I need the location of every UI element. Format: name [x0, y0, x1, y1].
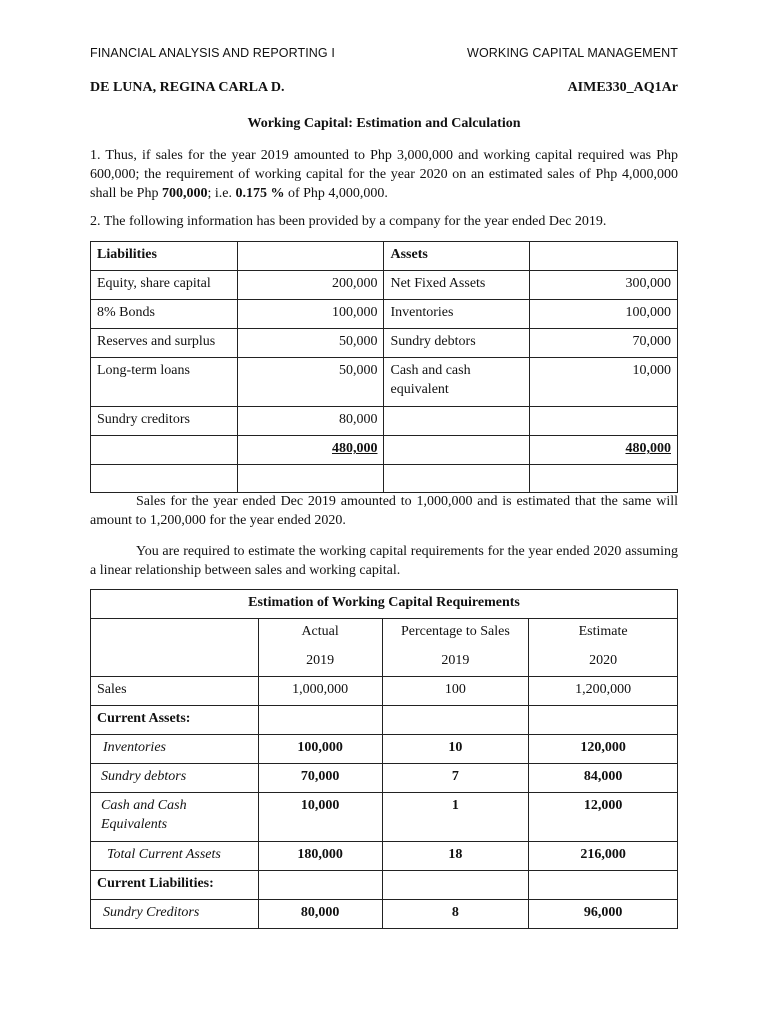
- header-topic: WORKING CAPITAL MANAGEMENT: [467, 46, 678, 60]
- table-row: Sundry Creditors 80,000 8 96,000: [91, 900, 678, 929]
- estimation-table: [90, 589, 678, 929]
- table-row: Inventories 100,000 10 120,000: [91, 735, 678, 764]
- table-row: 8% Bonds 100,000 Inventories 100,000: [91, 300, 678, 329]
- course-code: AIME330_AQ1Ar: [567, 80, 678, 95]
- document-title: Working Capital: Estimation and Calculation: [247, 116, 521, 131]
- table-row: Sundry debtors 70,000 7 84,000: [91, 764, 678, 793]
- table-row: Equity, share capital 200,000 Net Fixed Assets 300,000: [91, 271, 678, 300]
- table-row: Sales 1,000,000 100 1,200,000: [91, 677, 678, 706]
- liabilities-total: 480,000: [237, 436, 384, 465]
- question-1: 1. Thus, if sales for the year 2019 amounted to Php 3,000,000 and working capital required was Php 600,000; the requirement of working capital for the year 2020 on an estimated sales of Php 4,000,000 shall be Php 700,000; i.e. 0.175 % of Php 4,000,000.: [90, 148, 678, 201]
- balance-sheet-table: [90, 241, 678, 493]
- estimation-title: Estimation of Working Capital Requirements: [91, 590, 678, 619]
- paragraph-requirement: You are required to estimate the working capital requirements for the year ended 2020 assuming a linear relationship between sales and working capital.: [90, 544, 678, 578]
- table-row: Total Current Assets 180,000 18 216,000: [91, 842, 678, 871]
- question-2-intro: 2. The following information has been provided by a company for the year ended Dec 2019.: [90, 214, 607, 229]
- liabilities-header: Liabilities: [91, 242, 238, 271]
- section-row: Current Assets:: [91, 706, 678, 735]
- column-headers: Actual 2019 Percentage to Sales 2019 Estimate 2020: [91, 619, 678, 677]
- answer-amount: 700,000: [161, 186, 208, 201]
- student-name: DE LUNA, REGINA CARLA D.: [90, 80, 285, 95]
- totals-row: [91, 436, 678, 465]
- section-row: Current Liabilities:: [91, 871, 678, 900]
- assets-header: Assets: [384, 242, 530, 271]
- answer-percentage: 0.175 %: [235, 186, 285, 201]
- table-row: Cash and Cash Equivalents 10,000 1 12,000: [91, 793, 678, 842]
- table-row: Long-term loans 50,000 Cash and cash equivalent 10,000: [91, 358, 678, 407]
- table-row: Sundry creditors 80,000: [91, 407, 678, 436]
- assets-total: 480,000: [530, 436, 678, 465]
- table-row: Reserves and surplus 50,000 Sundry debtors 70,000: [91, 329, 678, 358]
- paragraph-sales: Sales for the year ended Dec 2019 amounted to 1,000,000 and is estimated that the same will amount to 1,200,000 for the year ended 2020.: [90, 494, 678, 528]
- header-course-title: FINANCIAL ANALYSIS AND REPORTING I: [90, 46, 335, 60]
